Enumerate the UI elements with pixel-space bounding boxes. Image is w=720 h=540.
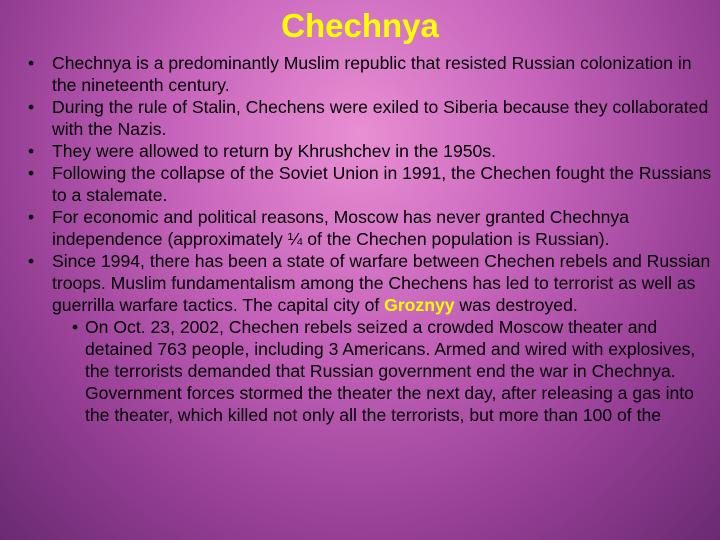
bullet-text: was destroyed. [454, 295, 578, 315]
highlight-groznyy: Groznyy [384, 295, 455, 315]
sub-bullet-item: • On Oct. 23, 2002, Chechen rebels seized a crowded Moscow theater and detained 763 people, including 3 Americans. Armed and wired with explosives, the terrorists demanded that Russian government end the war in Chechnya. Government forces stormed the theater the next day, after releasing a gas into the theater, which killed not only all the terrorists, but more than 100 of the [52, 316, 712, 426]
sub-bullet-list [52, 316, 712, 426]
slide-title: Chechnya [281, 7, 439, 44]
bullet-list [22, 52, 712, 426]
bullet-item: • For economic and political reasons, Moscow has never granted Chechnya independence (approximately ¼ of the Chechen population is Russian). [22, 206, 712, 250]
bullet-text: Since 1994, there has been a state of warfare between Chechen rebels and Russian troops. Muslim fundamentalism among the Chechens has led to terrorist as well as guerrilla warfare tactics. The capital city of [52, 251, 711, 315]
bullet-item: • Chechnya is a predominantly Muslim republic that resisted Russian colonization in the nineteenth century. [22, 52, 712, 96]
bullet-item-warfare [22, 250, 712, 426]
bullet-item: • During the rule of Stalin, Chechens were exiled to Siberia because they collaborated with the Nazis. [22, 96, 712, 140]
bullet-item: • They were allowed to return by Khrushchev in the 1950s. [22, 140, 712, 162]
bullet-item: • Following the collapse of the Soviet Union in 1991, the Chechen fought the Russians to a stalemate. [22, 162, 712, 206]
